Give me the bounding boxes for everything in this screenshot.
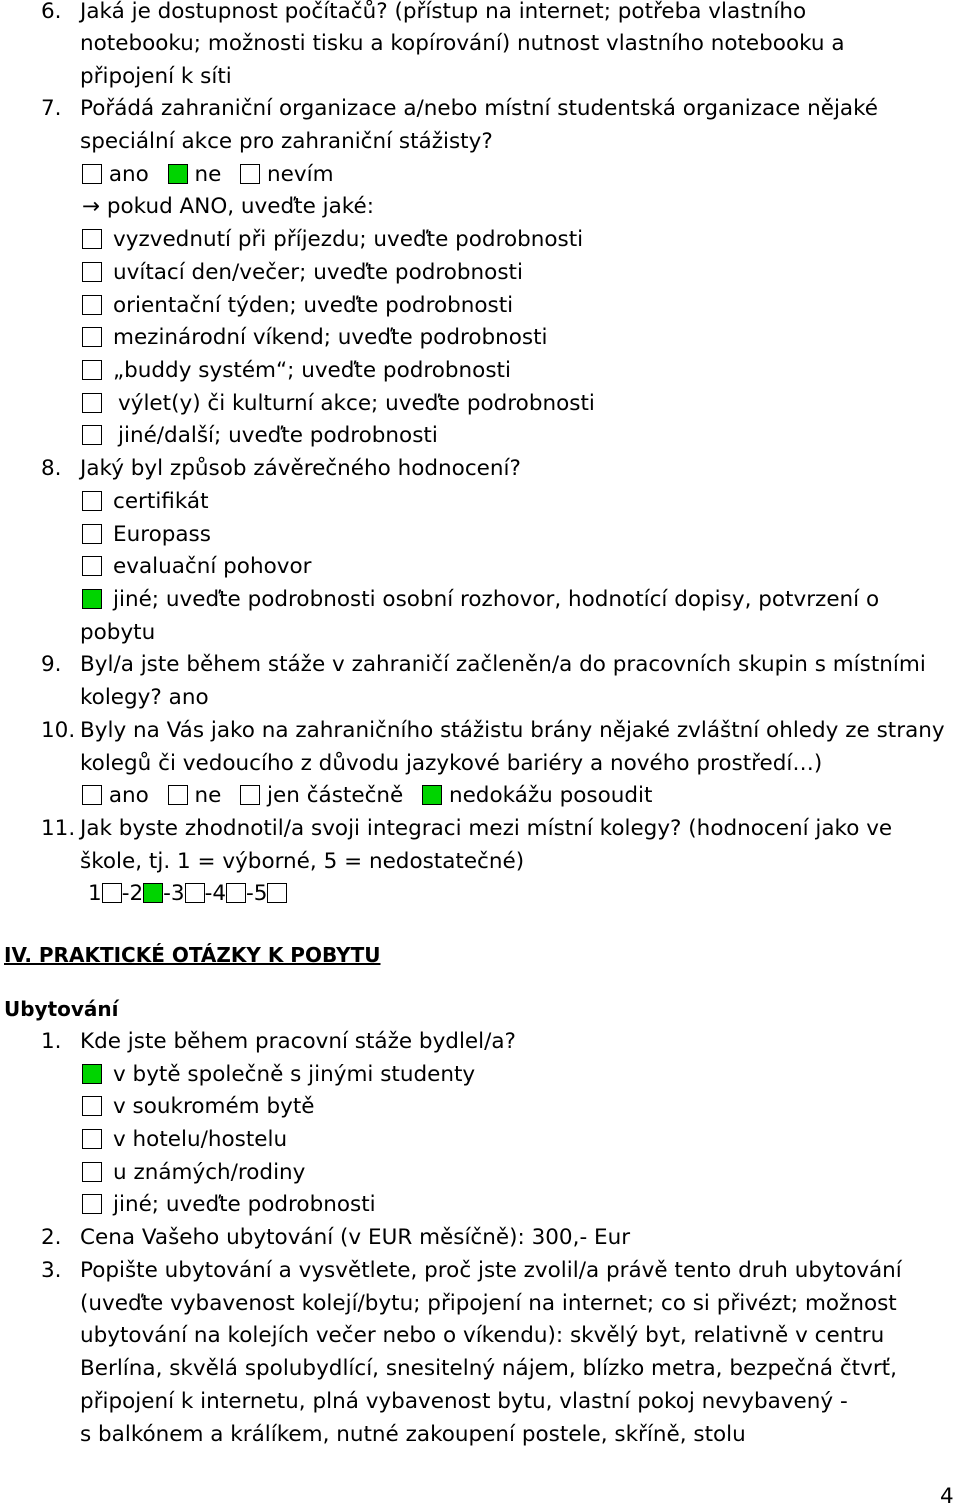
item-label: v bytě společně s jinými studenty	[113, 1062, 476, 1087]
question-number: 3.	[41, 1258, 62, 1283]
item-label: vyzvednutí při příjezdu; uveďte podrobnosti	[113, 227, 584, 252]
list-item	[82, 356, 511, 386]
checkbox-nevim[interactable]	[240, 164, 260, 184]
question-text: Kde jste během pracovní stáže bydlel/a?	[80, 1029, 516, 1054]
question-number: 11.	[41, 816, 76, 841]
question-number: 8.	[41, 456, 62, 481]
option-label: ne	[194, 783, 222, 808]
answer-continuation: pobytu	[80, 620, 156, 645]
question-text: kolegů či vedoucího z důvodu jazykové bariéry a nového prostředí…)	[80, 751, 823, 776]
option-label: nevím	[267, 162, 334, 187]
scale-label: -4	[204, 881, 226, 906]
question-text: Jaká je dostupnost počítačů? (přístup na internet; potřeba vlastního	[80, 0, 807, 24]
list-item	[82, 585, 879, 615]
checkbox[interactable]	[82, 1194, 102, 1214]
checkbox[interactable]	[82, 1162, 102, 1182]
question-text: Cena Vašeho ubytování (v EUR měsíčně): 300,- Eur	[80, 1225, 631, 1250]
answer-text: připojení k internetu, plná vybavenost bytu, vlastní pokoj nevybavený -	[80, 1389, 848, 1414]
list-item	[82, 1092, 315, 1122]
list-item	[82, 552, 311, 582]
scale-label: -5	[246, 881, 268, 906]
item-label: jiné; uveďte podrobnosti osobní rozhovor, hodnotící dopisy, potvrzení o	[113, 587, 880, 612]
list-item	[82, 421, 438, 451]
list-item	[82, 1125, 287, 1155]
scale-label: 1	[88, 881, 102, 906]
checkbox[interactable]	[82, 262, 102, 282]
checkbox[interactable]	[82, 393, 102, 413]
list-item	[82, 1190, 376, 1220]
list-item	[82, 389, 595, 419]
rating-checkbox-1[interactable]	[102, 883, 122, 903]
list-item	[82, 323, 548, 353]
question-text: Jaký byl způsob závěrečného hodnocení?	[80, 456, 521, 481]
item-label: Europass	[113, 522, 211, 547]
checkbox[interactable]	[82, 1096, 102, 1116]
checkbox[interactable]	[82, 556, 102, 576]
list-item	[82, 520, 211, 550]
checkbox-nedokazu-posoudit[interactable]	[422, 785, 442, 805]
followup-text: → pokud ANO, uveďte jaké:	[82, 194, 374, 219]
list-item	[82, 487, 209, 517]
checkbox[interactable]	[82, 589, 102, 609]
checkbox[interactable]	[82, 360, 102, 380]
question-number: 9.	[41, 652, 62, 677]
item-label: mezinárodní víkend; uveďte podrobnosti	[113, 325, 548, 350]
option-label: ano	[108, 162, 149, 187]
option-label: nedokážu posoudit	[448, 783, 653, 808]
question-text: speciální akce pro zahraniční stážisty?	[80, 129, 493, 154]
checkbox-ano[interactable]	[82, 785, 102, 805]
checkbox-castecne[interactable]	[240, 785, 260, 805]
question-text: Jak byste zhodnotil/a svoji integraci mezi místní kolegy? (hodnocení jako ve	[80, 816, 893, 841]
item-label: uvítací den/večer; uveďte podrobnosti	[113, 260, 523, 285]
page-number: 4	[940, 1484, 954, 1509]
answer-text: s balkónem a králíkem, nutné zakoupení postele, skříně, stolu	[80, 1422, 746, 1447]
rating-scale	[88, 879, 287, 909]
item-label: v soukromém bytě	[113, 1094, 315, 1119]
option-label: jen částečně	[267, 783, 404, 808]
item-label: certifikát	[113, 489, 209, 514]
checkbox[interactable]	[82, 295, 102, 315]
item-label: jiné/další; uveďte podrobnosti	[118, 423, 438, 448]
list-item	[82, 258, 523, 288]
scale-label: -3	[163, 881, 185, 906]
question-text: škole, tj. 1 = výborné, 5 = nedostatečné)	[80, 849, 525, 874]
question-number: 7.	[41, 96, 62, 121]
question-number: 2.	[41, 1225, 62, 1250]
item-label: jiné; uveďte podrobnosti	[113, 1192, 376, 1217]
scale-label: -2	[121, 881, 144, 906]
section-title: IV. PRAKTICKÉ OTÁZKY K POBYTU	[4, 943, 381, 967]
item-label: evaluační pohovor	[113, 554, 312, 579]
answer-options	[82, 160, 334, 190]
list-item	[82, 1158, 305, 1188]
question-text: ubytování na kolejích večer nebo o víkendu): skvělý byt, relativně v centru	[80, 1323, 885, 1348]
subsection-title: Ubytování	[4, 997, 119, 1021]
option-label: ano	[108, 783, 149, 808]
question-text: připojení k síti	[80, 64, 232, 89]
item-label: výlet(y) či kulturní akce; uveďte podrobnosti	[118, 391, 595, 416]
list-item	[82, 1060, 475, 1090]
question-text: Popište ubytování a vysvětlete, proč jste zvolil/a právě tento druh ubytování	[80, 1258, 902, 1283]
question-text: notebooku; možnosti tisku a kopírování) nutnost vlastního notebooku a	[80, 31, 845, 56]
checkbox-ano[interactable]	[82, 164, 102, 184]
checkbox[interactable]	[82, 1129, 102, 1149]
item-label: v hotelu/hostelu	[113, 1127, 288, 1152]
checkbox-ne[interactable]	[168, 164, 188, 184]
question-text: (uveďte vybavenost kolejí/bytu; připojení na internet; co si přivézt; možnost	[80, 1291, 897, 1316]
checkbox-ne[interactable]	[168, 785, 188, 805]
question-number: 6.	[41, 0, 62, 24]
question-text: kolegy? ano	[80, 685, 209, 710]
rating-checkbox-3[interactable]	[185, 883, 205, 903]
question-text: Byl/a jste během stáže v zahraničí začleněn/a do pracovních skupin s místními	[80, 652, 926, 677]
answer-text: Berlína, skvělá spolubydlící, snesitelný nájem, blízko metra, bezpečná čtvrť,	[80, 1356, 897, 1381]
question-text: Byly na Vás jako na zahraničního stážistu brány nějaké zvláštní ohledy ze strany	[80, 718, 945, 743]
answer-options	[82, 781, 652, 811]
checkbox[interactable]	[82, 425, 102, 445]
question-text: Pořádá zahraniční organizace a/nebo místní studentská organizace nějaké	[80, 96, 879, 121]
question-number: 1.	[41, 1029, 62, 1054]
item-label: „buddy systém“; uveďte podrobnosti	[113, 358, 511, 383]
rating-checkbox-5[interactable]	[267, 883, 287, 903]
item-label: u známých/rodiny	[113, 1160, 306, 1185]
checkbox[interactable]	[82, 229, 102, 249]
item-label: orientační týden; uveďte podrobnosti	[113, 293, 514, 318]
list-item	[82, 225, 583, 255]
rating-checkbox-4[interactable]	[226, 883, 246, 903]
rating-checkbox-2[interactable]	[143, 883, 163, 903]
question-number: 10.	[41, 718, 76, 743]
checkbox[interactable]	[82, 524, 102, 544]
option-label: ne	[194, 162, 222, 187]
checkbox[interactable]	[82, 491, 102, 511]
checkbox[interactable]	[82, 327, 102, 347]
checkbox[interactable]	[82, 1064, 102, 1084]
list-item	[82, 291, 513, 321]
